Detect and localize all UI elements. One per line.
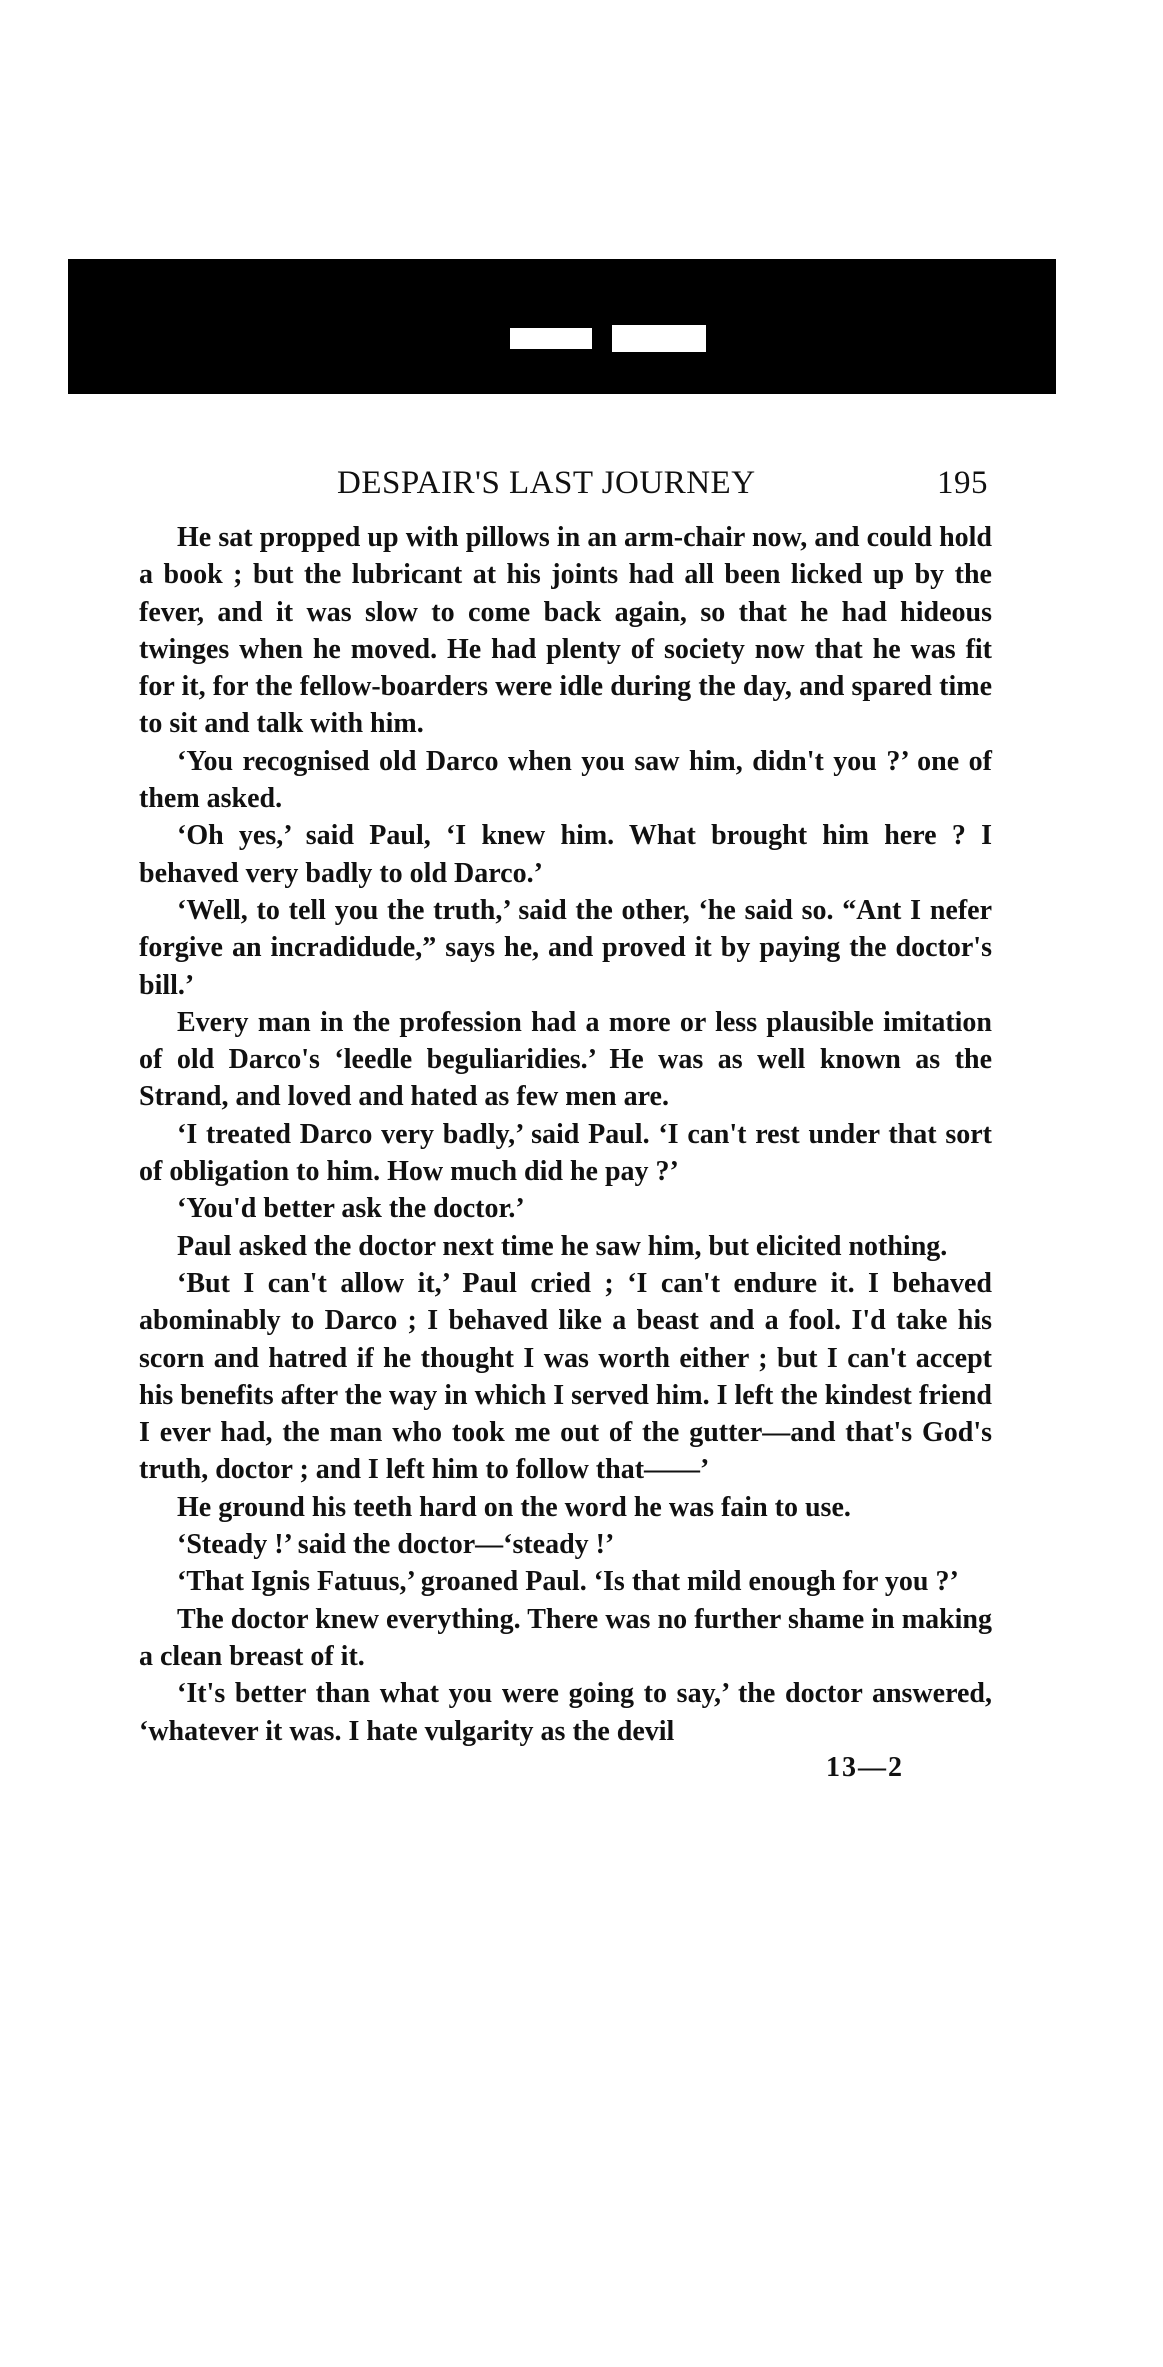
page-number: 195	[937, 465, 988, 501]
scan-redaction-bar	[68, 259, 1056, 394]
paragraph: ‘It's better than what you were going to say,’ the doctor answered, ‘whatever it was. I hate vulgarity as the devil	[139, 1678, 992, 1747]
paragraph: ‘I treated Darco very badly,’ said Paul. ‘I can't rest under that sort of obligation to him. How much did he pay ?’	[139, 1118, 992, 1188]
paragraph: ‘That Ignis Fatuus,’ groaned Paul. ‘Is that mild enough for you ?’	[177, 1566, 959, 1598]
paragraph: ‘Well, to tell you the truth,’ said the other, ‘he said so. “Ant I nefer forgive an incradidude,” says he, and proved it by paying the doctor's bill.’	[139, 894, 992, 1001]
paragraph: Every man in the profession had a more or less plausible imitation of old Darco's ‘leedle beguliaridies.’ He was as well known as the Strand, and loved and hated as few men are.	[139, 1006, 992, 1113]
scan-artifact-notch	[510, 328, 592, 349]
paragraph: Paul asked the doctor next time he saw him, but elicited nothing.	[177, 1230, 948, 1262]
book-page	[139, 457, 992, 1784]
paragraph: ‘You'd better ask the doctor.’	[177, 1193, 525, 1225]
scan-artifact-notch	[612, 325, 706, 352]
paragraph: The doctor knew everything. There was no further shame in making a clean breast of it.	[139, 1603, 992, 1672]
printer-signature: 13—2	[826, 1751, 904, 1783]
paragraph: He ground his teeth hard on the word he was fain to use.	[177, 1491, 851, 1523]
paragraph: He sat propped up with pillows in an arm-chair now, and could hold a book ; but the lubricant at his joints had all been licked up by the fever, and it was slow to come back again, so that he had hideous twinges when he moved. He had plenty of society now that he was fit for it, for the fellow-boarders were idle during the day, and spared time to sit and talk with him.	[139, 522, 992, 740]
paragraph: ‘You recognised old Darco when you saw him, didn't you ?’ one of them asked.	[139, 745, 992, 815]
paragraph: ‘Oh yes,’ said Paul, ‘I knew him. What brought him here ? I behaved very badly to old Darco.’	[139, 820, 992, 889]
paragraph: ‘But I can't allow it,’ Paul cried ; ‘I can't endure it. I behaved abominably to Darco ; I behaved like a beast and a fool. I'd take his scorn and hatred if he thought I was worth either ; but I can't accept his benefits after the way in which I served him. I left the kindest friend I ever had, the man who took me out of the gutter—and that's God's truth, doctor ; and I left him to follow that——’	[139, 1267, 992, 1486]
running-title: DESPAIR'S LAST JOURNEY	[337, 465, 756, 501]
paragraph: ‘Steady !’ said the doctor—‘steady !’	[177, 1529, 615, 1561]
body-text	[139, 519, 992, 1750]
running-head	[139, 457, 992, 509]
